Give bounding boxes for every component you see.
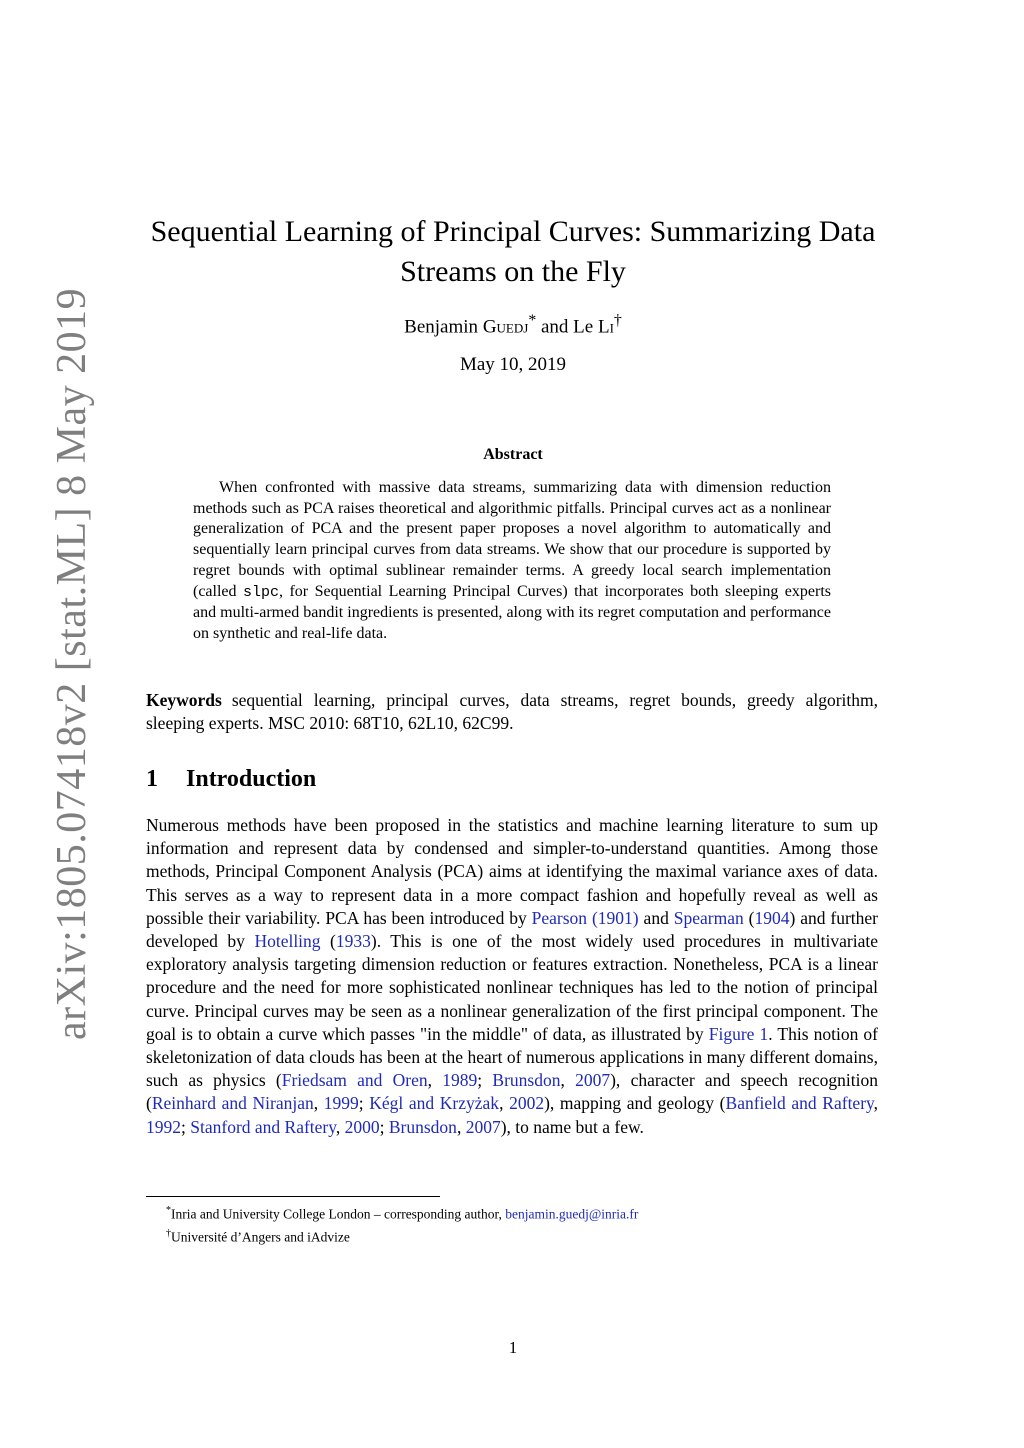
intro-text: , bbox=[456, 1116, 466, 1137]
citation-friedsam-oren-year[interactable]: 1989 bbox=[442, 1070, 478, 1091]
introduction-paragraph bbox=[146, 814, 878, 1139]
section-number: 1 bbox=[146, 766, 158, 792]
intro-text: , bbox=[313, 1093, 324, 1114]
citation-brunsdon-2[interactable]: Brunsdon bbox=[388, 1116, 457, 1137]
keywords-text: sequential learning, principal curves, data streams, regret bounds, greedy algorithm, sleeping experts. MSC 2010: 68T10, 62L10, 62C99. bbox=[146, 690, 878, 733]
citation-banfield-raftery-year[interactable]: 1992 bbox=[146, 1116, 181, 1137]
keywords-paragraph bbox=[146, 689, 878, 735]
corresponding-author-email-link[interactable]: benjamin.guedj@inria.fr bbox=[505, 1206, 639, 1222]
abstract-code-name: slpc bbox=[242, 583, 279, 601]
footnotes bbox=[166, 1201, 880, 1246]
citation-brunsdon-2-year[interactable]: 2007 bbox=[465, 1116, 501, 1137]
citation-friedsam-oren[interactable]: Friedsam and Oren bbox=[281, 1070, 428, 1091]
footnote-divider bbox=[146, 1196, 440, 1197]
citation-kegl-krzyzak-year[interactable]: 2002 bbox=[509, 1093, 545, 1114]
footnote-1 bbox=[166, 1201, 880, 1224]
citation-spearman-year[interactable]: 1904 bbox=[754, 907, 790, 928]
footnote-2 bbox=[166, 1224, 880, 1247]
abstract-text-part-2: , for Sequential Learning Principal Curves) that incorporates both sleeping experts and multi-armed bandit ingredients is presented, along with its regret computation and performance on synthetic and real-life data. bbox=[193, 582, 831, 642]
footnote-2-mark: † bbox=[166, 1227, 171, 1239]
citation-pearson[interactable]: Pearson (1901) bbox=[531, 907, 639, 928]
intro-text: , bbox=[427, 1070, 443, 1091]
author-1-given: Benjamin bbox=[404, 316, 479, 338]
section-title: Introduction bbox=[186, 766, 317, 792]
intro-text: ), to name but a few. bbox=[500, 1116, 644, 1137]
section-heading-introduction bbox=[146, 766, 880, 793]
intro-text: ; bbox=[477, 1070, 493, 1091]
author-connector: and bbox=[540, 316, 569, 338]
intro-text: , bbox=[873, 1093, 879, 1114]
intro-text: . This notion of skeletonization of data clouds has been at the heart of numerous applications in many different domains, such as physics ( bbox=[146, 1023, 878, 1091]
citation-stanford-raftery-year[interactable]: 2000 bbox=[344, 1116, 380, 1137]
citation-hotelling[interactable]: Hotelling bbox=[254, 931, 321, 952]
intro-text: Numerous methods have been proposed in the statistics and machine learning literature to sum up information and represent data by condensed and simpler-to-understand quantities. Among those methods, Principal Component Analysis (PCA) aims at identifying the maximal variance axes of data. This serves as a way to represent data in a more compact fashion and hopefully reveal as well as possible their variability. PCA has been introduced by bbox=[146, 815, 878, 928]
author-1-footnote-mark: * bbox=[528, 312, 537, 329]
citation-brunsdon-1[interactable]: Brunsdon bbox=[492, 1070, 561, 1091]
intro-text: ), mapping and geology ( bbox=[544, 1093, 726, 1114]
intro-text: ; bbox=[181, 1116, 191, 1137]
author-2-family: Li bbox=[597, 316, 614, 338]
citation-kegl-krzyzak[interactable]: Kégl and Krzyżak bbox=[369, 1093, 500, 1114]
intro-text: and bbox=[638, 907, 674, 928]
intro-text: ; bbox=[379, 1116, 389, 1137]
paper-title bbox=[146, 212, 880, 292]
arxiv-stamp: arXiv:1805.07418v2 [stat.ML] 8 May 2019 bbox=[49, 287, 95, 1040]
intro-text: ( bbox=[320, 931, 336, 952]
citation-reinhard-niranjan[interactable]: Reinhard and Niranjan bbox=[151, 1093, 314, 1114]
citation-stanford-raftery[interactable]: Stanford and Raftery bbox=[190, 1116, 336, 1137]
citation-hotelling-year[interactable]: 1933 bbox=[335, 931, 371, 952]
abstract-heading: Abstract bbox=[483, 446, 543, 463]
author-2-footnote-mark: † bbox=[613, 312, 622, 329]
figure-1-link[interactable]: Figure 1 bbox=[708, 1023, 769, 1044]
intro-text: ( bbox=[743, 907, 755, 928]
footnote-1-mark: * bbox=[166, 1205, 171, 1216]
intro-text: ). This is one of the most widely used procedures in multivariate exploratory analysis targeting dimension reduction or features extraction. Nonetheless, PCA is a linear procedure and the need for more sophisticated nonlinear techniques has led to the notion of principal curve. Principal curves may be seen as a nonlinear generalization of the first principal component. The goal is to obtain a curve which passes "in the middle" of data, as illustrated by bbox=[146, 931, 879, 1044]
intro-text: ), character and speech recognition ( bbox=[146, 1070, 879, 1114]
intro-text: ; bbox=[358, 1093, 370, 1114]
citation-brunsdon-1-year[interactable]: 2007 bbox=[575, 1070, 611, 1091]
citation-reinhard-niranjan-year[interactable]: 1999 bbox=[323, 1093, 359, 1114]
title-line-1: Sequential Learning of Principal Curves: Summarizing Data bbox=[150, 215, 876, 248]
author-1-family: Guedj bbox=[482, 316, 529, 338]
intro-text: ) and further developed by bbox=[146, 907, 878, 952]
abstract-text bbox=[193, 478, 831, 645]
paper-date: May 10, 2019 bbox=[459, 354, 567, 375]
author-line bbox=[146, 312, 880, 338]
citation-banfield-raftery[interactable]: Banfield and Raftery bbox=[725, 1093, 874, 1114]
page-number: 1 bbox=[508, 1338, 518, 1357]
intro-text: , bbox=[560, 1070, 576, 1091]
intro-text: , bbox=[335, 1116, 345, 1137]
title-line-2: Streams on the Fly bbox=[400, 255, 626, 288]
citation-spearman[interactable]: Spearman bbox=[673, 907, 744, 928]
intro-text: , bbox=[499, 1093, 510, 1114]
abstract-text-part-1: When confronted with massive data streams, summarizing data with dimension reduction methods such as PCA raises theoretical and algorithmic pitfalls. Principal curves act as a nonlinear generalization of PCA and the present paper proposes a novel algorithm to automatically and sequentially learn principal curves from data streams. We show that our procedure is supported by regret bounds with optimal sublinear remainder terms. A greedy local search implementation (called bbox=[193, 479, 831, 600]
keywords-label: Keywords bbox=[146, 690, 222, 710]
author-2-given: Le bbox=[573, 316, 594, 338]
footnote-2-text: Université d’Angers and iAdvize bbox=[171, 1229, 350, 1244]
footnote-1-text: Inria and University College London – corresponding author, bbox=[171, 1206, 506, 1222]
